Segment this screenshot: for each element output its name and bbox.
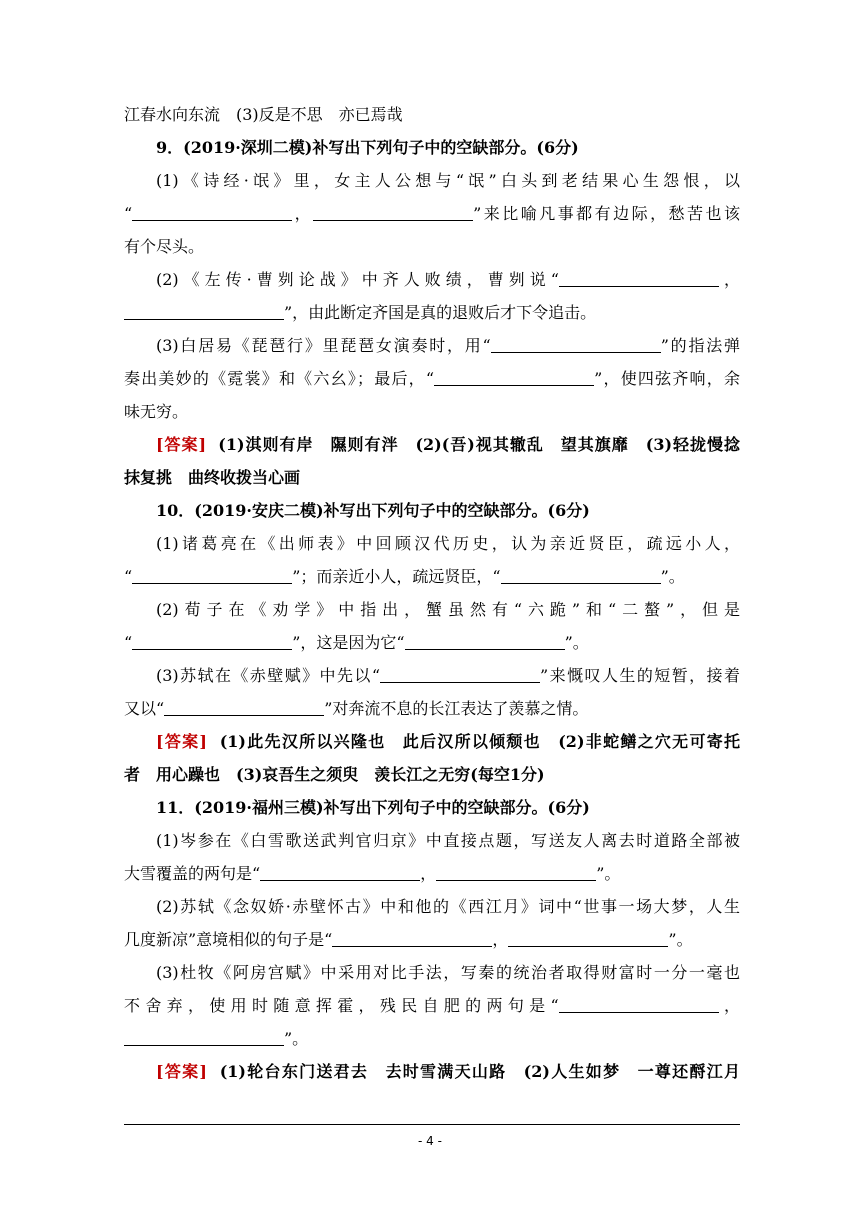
question-heading-9: 9．(2019·深圳二模)补写出下列句子中的空缺部分。(6分) <box>156 138 579 157</box>
answer-blank <box>405 629 565 650</box>
text-line: 奏出美妙的《霓裳》和《六幺》；最后，“ ”，使四弦齐响，余 <box>124 362 740 395</box>
answer-blank <box>380 662 540 683</box>
answer-blank <box>124 299 284 320</box>
text-line: ”，由此断定齐国是真的退败后才下令追击。 <box>124 296 596 329</box>
text-line: ”。 <box>124 1022 308 1055</box>
answer-blank <box>332 926 492 947</box>
answer-label: [答案] <box>156 1062 207 1081</box>
answer-line: 者 用心躁也 (3)哀吾生之须臾 羡长江之无穷(每空1分) <box>124 765 545 784</box>
answer-blank <box>501 563 661 584</box>
text-line: 不舍弃，使用时随意挥霍，残民自肥的两句是“ ， <box>124 989 740 1022</box>
answer-blank <box>434 365 594 386</box>
answer-line: [答案] (1)轮台东门送君去 去时雪满天山路 (2)人生如梦 一尊还酹江月 <box>156 1062 740 1081</box>
text-line: (2)《左传·曹刿论战》中齐人败绩，曹刿说“ ， <box>124 263 740 296</box>
answer-blank <box>559 266 719 287</box>
text-line: “ ， ”来比喻凡事都有边际，愁苦也该 <box>124 197 740 230</box>
text-line: 大雪覆盖的两句是“ ， ”。 <box>124 857 620 890</box>
text-line: 江春水向东流 (3)反是不思 亦已焉哉 <box>124 105 403 124</box>
answer-blank <box>508 926 668 947</box>
text-line: 几度新凉”意境相似的句子是“ ， ”。 <box>124 923 693 956</box>
answer-blank <box>491 332 661 353</box>
answer-blank <box>132 200 292 221</box>
text-line: (1)《诗经·氓》里，女主人公想与“氓”白头到老结果心生怨恨，以 <box>156 171 740 190</box>
page-number: - 4 - <box>418 1134 442 1148</box>
answer-line: 抹复挑 曲终收拨当心画 <box>124 468 301 487</box>
answer-blank <box>559 992 719 1013</box>
question-heading-11: 11．(2019·福州三模)补写出下列句子中的空缺部分。(6分) <box>156 798 590 817</box>
text-line: 又以“ ”对奔流不息的长江表达了羡慕之情。 <box>124 692 588 725</box>
text-line: “ ”；而亲近小人，疏远贤臣，“ ”。 <box>124 560 685 593</box>
text-line: (1)岑参在《白雪歌送武判官归京》中直接点题，写送友人离去时道路全部被 <box>156 831 740 850</box>
footer-rule <box>124 1124 740 1125</box>
answer-line: [答案] (1)淇则有岸 隰则有泮 (2)(吾)视其辙乱 望其旗靡 (3)轻拢慢捻 <box>156 435 740 454</box>
text-line: 有个尽头。 <box>124 237 205 256</box>
text-line: (2)荀子在《劝学》中指出，蟹虽然有“六跪”和“二螯”，但是 <box>156 600 740 619</box>
answer-blank <box>436 860 596 881</box>
answer-blank <box>132 629 292 650</box>
answer-blank <box>313 200 473 221</box>
text-line: (2)苏轼《念奴娇·赤壁怀古》中和他的《西江月》词中“世事一场大梦，人生 <box>156 897 740 916</box>
answer-line: [答案] (1)此先汉所以兴隆也 此后汉所以倾颓也 (2)非蛇鳝之穴无可寄托 <box>156 732 740 751</box>
answer-label: [答案] <box>156 435 207 454</box>
text-line: “ ”，这是因为它“ ”。 <box>124 626 589 659</box>
answer-blank <box>124 1025 284 1046</box>
answer-blank <box>132 563 292 584</box>
text-line: (1)诸葛亮在《出师表》中回顾汉代历史，认为亲近贤臣，疏远小人， <box>156 534 740 553</box>
question-heading-10: 10．(2019·安庆二模)补写出下列句子中的空缺部分。(6分) <box>156 501 590 520</box>
text-line: (3)白居易《琵琶行》里琵琶女演奏时，用“ ”的指法弹 <box>124 329 740 362</box>
text-line: (3)杜牧《阿房宫赋》中采用对比手法，写秦的统治者取得财富时一分一毫也 <box>156 963 740 982</box>
answer-blank <box>164 695 324 716</box>
text-line: 味无穷。 <box>124 402 189 421</box>
answer-blank <box>260 860 420 881</box>
text-line: (3)苏轼在《赤壁赋》中先以“ ”来慨叹人生的短暂，接着 <box>124 659 740 692</box>
answer-label: [答案] <box>156 732 207 751</box>
